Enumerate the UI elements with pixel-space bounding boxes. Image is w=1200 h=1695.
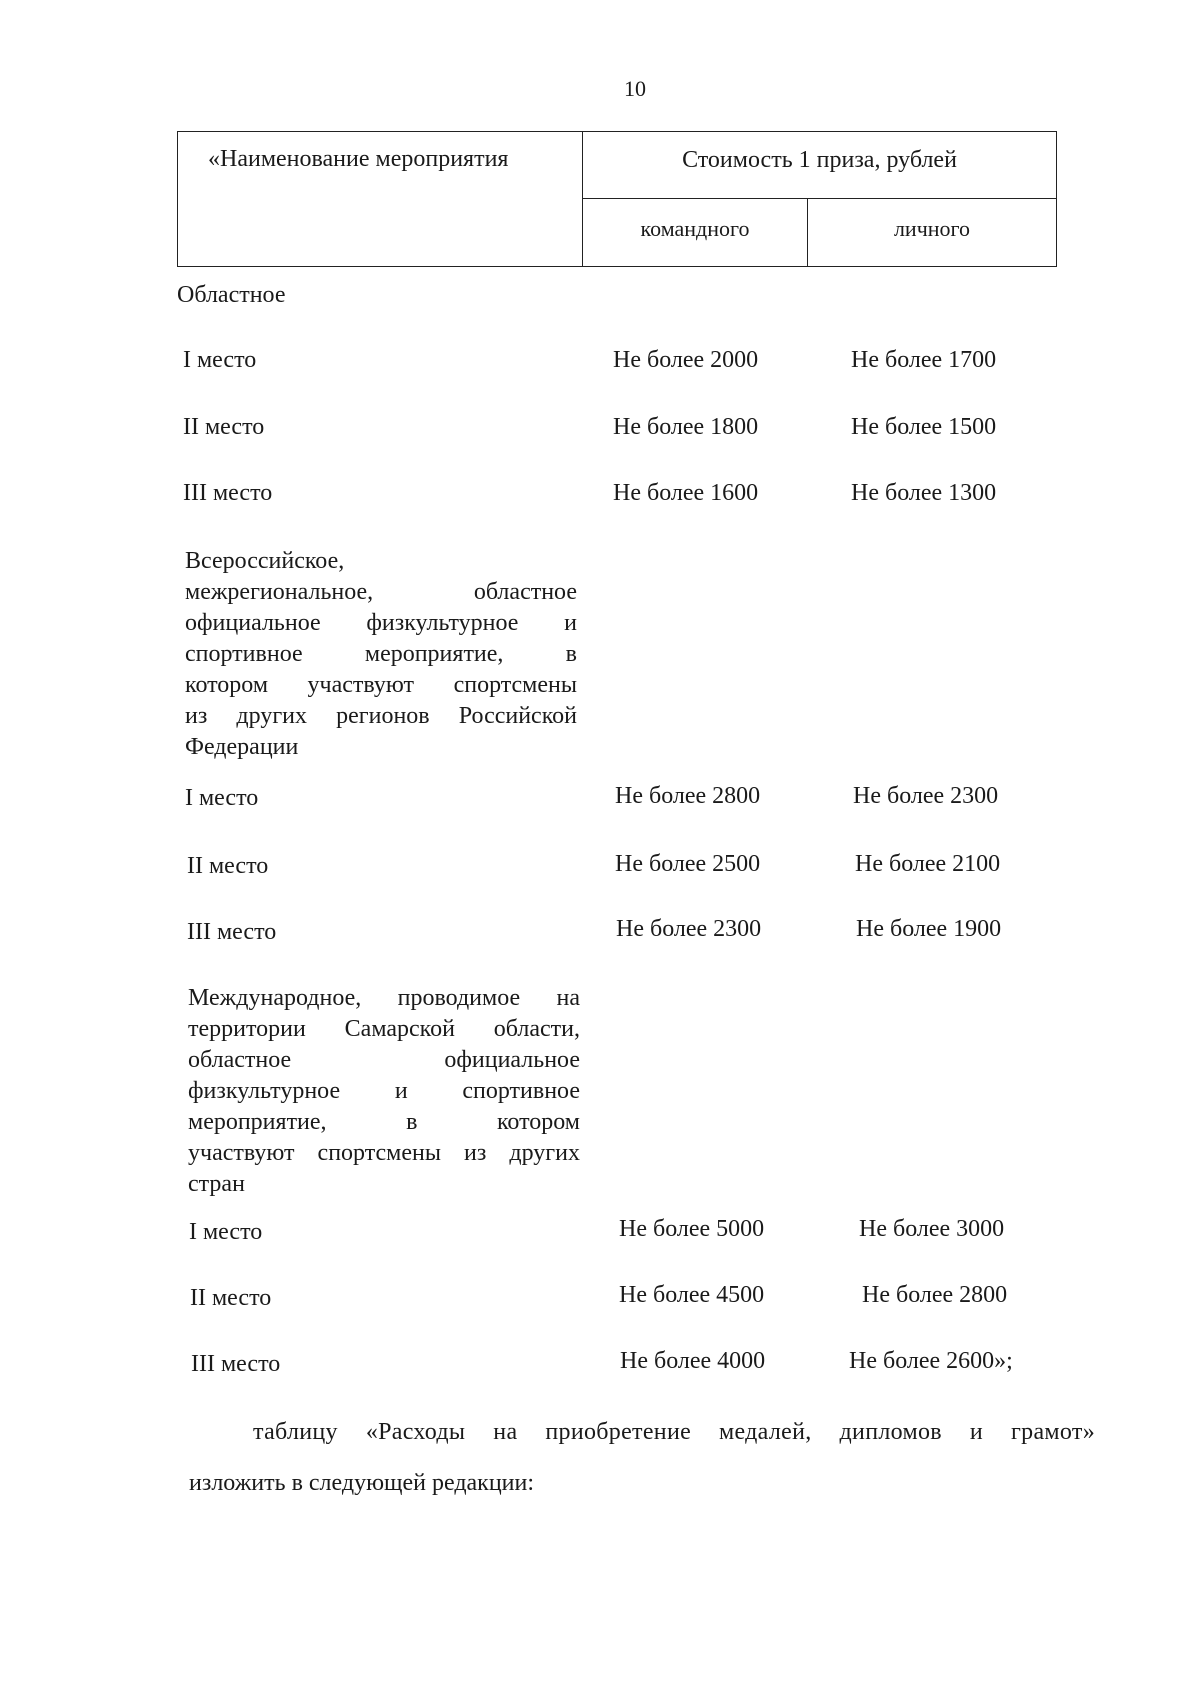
page-number: 10 — [624, 76, 646, 101]
row-place: I место — [189, 1219, 263, 1245]
row-team-cost: Не более 2300 — [616, 916, 762, 942]
row-personal-cost: Не более 1300 — [851, 480, 997, 506]
section-title-line: из других регионов Российской — [185, 703, 577, 729]
row-place: III место — [183, 480, 273, 506]
event-name-header: «Наименование мероприятия — [208, 146, 509, 172]
section-title-line: официальное физкультурное и — [185, 610, 577, 636]
row-personal-cost: Не более 1700 — [851, 347, 997, 373]
row-personal-cost: Не более 2600»; — [849, 1348, 1013, 1374]
row-place: III место — [191, 1351, 281, 1377]
cost-title-header: Стоимость 1 приза, рублей — [583, 132, 1056, 199]
event-name-header-cell — [178, 132, 583, 266]
section-title: Областное — [177, 282, 286, 308]
section-title-line: физкультурное и спортивное — [188, 1078, 580, 1104]
row-personal-cost: Не более 2800 — [862, 1282, 1008, 1308]
section-title-line: спортивное мероприятие, в — [185, 641, 577, 667]
team-header: командного — [583, 199, 808, 266]
row-personal-cost: Не более 1900 — [856, 916, 1002, 942]
row-team-cost: Не более 2800 — [615, 783, 761, 809]
section-title-line: Международное, проводимое на — [188, 985, 580, 1011]
row-team-cost: Не более 4500 — [619, 1282, 765, 1308]
section-title-line: участвуют спортсмены из других — [188, 1140, 580, 1166]
row-place: II место — [190, 1285, 272, 1311]
row-place: II место — [183, 414, 265, 440]
row-place: I место — [183, 347, 257, 373]
row-team-cost: Не более 2500 — [615, 851, 761, 877]
section-title-line: Всероссийское, — [185, 548, 345, 574]
section-title-line: стран — [188, 1171, 245, 1197]
row-place: III место — [187, 919, 277, 945]
personal-header: личного — [893, 216, 971, 241]
row-team-cost: Не более 1600 — [613, 480, 759, 506]
section-title-line: областное официальное — [188, 1047, 580, 1073]
section-title-line: межрегиональное, областное — [185, 579, 577, 605]
prize-cost-table-header — [177, 131, 1057, 267]
row-personal-cost: Не более 2300 — [853, 783, 999, 809]
section-title — [185, 546, 577, 763]
row-team-cost: Не более 4000 — [620, 1348, 766, 1374]
section-title — [188, 983, 580, 1200]
closing-paragraph-line-1: таблицу «Расходы на приобретение медалей, дипломов и грамот» — [253, 1419, 1095, 1445]
section-title-line: Федерации — [185, 734, 299, 760]
row-team-cost: Не более 5000 — [619, 1216, 765, 1242]
section-title-line: мероприятие, в котором — [188, 1109, 580, 1135]
row-place: II место — [187, 853, 269, 879]
section-title-line: котором участвуют спортсмены — [185, 672, 577, 698]
row-team-cost: Не более 1800 — [613, 414, 759, 440]
row-personal-cost: Не более 1500 — [851, 414, 997, 440]
row-place: I место — [185, 785, 259, 811]
row-personal-cost: Не более 3000 — [859, 1216, 1005, 1242]
row-personal-cost: Не более 2100 — [855, 851, 1001, 877]
section-title-line: территории Самарской области, — [188, 1016, 580, 1042]
closing-paragraph-line-2: изложить в следующей редакции: — [189, 1470, 535, 1496]
row-team-cost: Не более 2000 — [613, 347, 759, 373]
